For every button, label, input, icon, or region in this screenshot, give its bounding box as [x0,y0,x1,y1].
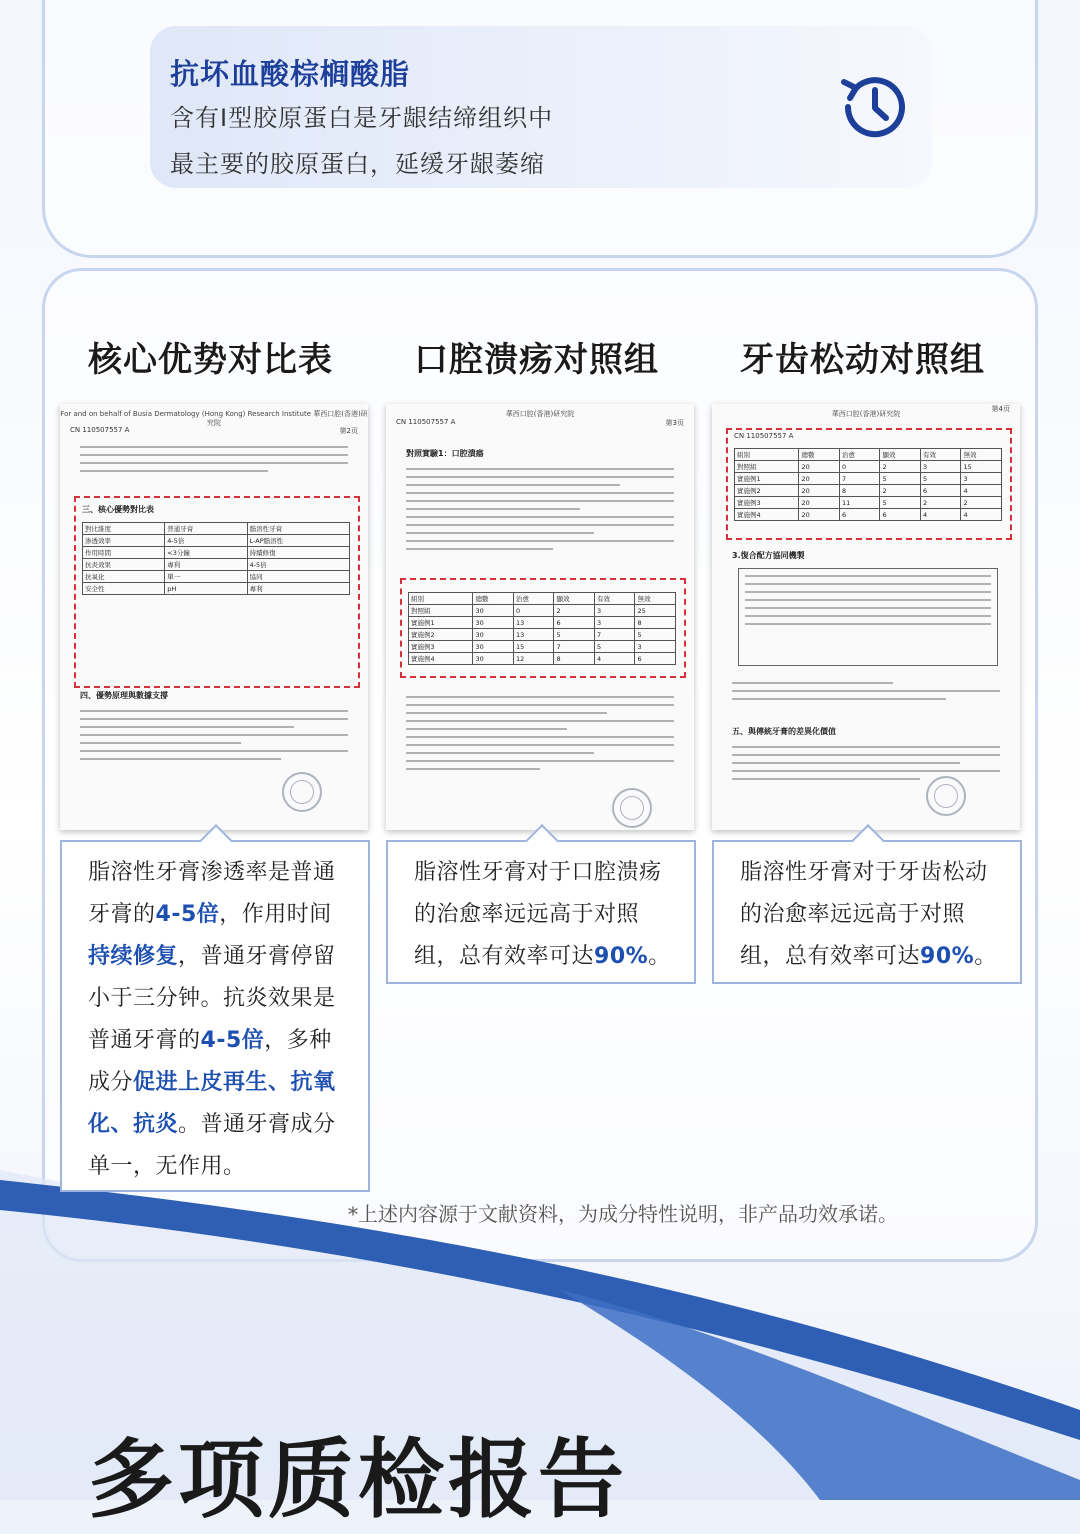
section-title-2: 五、與傳統牙膏的差異化價值 [732,727,836,736]
results-table: 組別 總數 治愈 顯效 有效 無效 對照組 30 0 2 3 25 實施例1 30 13 6 3 8 實施例2 30 13 5 7 5 實施例3 30 15 7 5 3 實施例4 30 12 8 4 6 [408,592,676,665]
ulcer-description: 脂溶性牙膏对于口腔溃疡的治愈率远远高于对照组，总有效率可达90%。 [414,860,671,969]
hero-line-1: 含有Ⅰ型胶原蛋白是牙龈结缔组织中 [170,104,554,132]
section-title: 對照實驗1：口腔潰瘍 [406,449,484,458]
ulcer-description-box [386,840,696,984]
hero-line-2: 最主要的胶原蛋白，延缓牙龈萎缩 [170,150,545,178]
history-clock-icon [834,66,916,148]
patent-document-image [712,404,1020,830]
comparison-table: 對比維度 普通牙膏 脂溶性牙膏 渗透效率 4-5倍 L-AP脂溶性 作用時間 <3分鐘 持續修復 抗炎效果 專利 4-5倍 抗氧化 單一 協同 安全性 pH 專利 [82,522,350,595]
page-number: 第4页 [991,405,1010,413]
column-title-advantages: 核心优势对比表 [88,340,333,380]
patent-number: CN 110507557 A [70,426,130,434]
highlight-box [726,428,1012,540]
document-text-block [80,440,348,478]
formula-table [738,568,998,666]
document-header: For and on behalf of Busia Dermatology (Hong Kong) Research Institute 華西口腔(香港)研究院 [60,410,368,427]
next-section-title: 多项质检报告 [88,1429,628,1530]
column-title-ulcer: 口腔溃疡对照组 [414,340,659,380]
document-header: 華西口腔(香港)研究院 [505,410,575,418]
patent-number: CN 110507557 A [734,432,794,440]
patent-document-image [60,404,368,830]
section-title: 3.復合配方協同機製 [732,551,805,560]
section-title: 三、核心優勢對比表 [82,505,154,514]
advantage-description: 脂溶性牙膏渗透率是普通牙膏的4-5倍，作用时间持续修复，普通牙膏停留小于三分钟。抗炎效果是普通牙膏的4-5倍，多种成分促进上皮再生、抗氧化、抗炎。普通牙膏成分单一，无作用。 [88,860,336,1179]
disclaimer-note: *上述内容源于文献资料，为成分特性说明，非产品功效承诺。 [348,1202,898,1226]
official-seal [282,772,322,812]
advantage-description-box [60,840,370,1192]
highlight-box [400,578,686,678]
page-number: 第2页 [339,427,358,435]
page-number: 第3页 [665,419,684,427]
hero-banner [150,26,932,188]
loose-teeth-description: 脂溶性牙膏对于牙齿松动的治愈率远远高于对照组，总有效率可达90%。 [740,860,997,969]
section-title-2: 四、優勢原理與數據支撐 [80,691,168,700]
loose-teeth-description-box [712,840,1022,984]
document-header: 華西口腔(香港)研究院 [831,410,901,418]
column-title-loose-teeth: 牙齿松动对照组 [740,340,985,380]
highlight-box [74,496,360,688]
official-seal [612,788,652,828]
hero-title: 抗坏血酸棕榈酸脂 [170,57,411,91]
patent-document-image [386,404,694,830]
official-seal [926,776,966,816]
patent-number: CN 110507557 A [396,418,456,426]
results-table: 組別 總數 治愈 顯效 有效 無效 對照組 20 0 2 3 15 實施例1 20 7 5 5 3 實施例2 20 8 2 6 4 實施例3 20 11 5 2 2 實施例4 20 6 6 4 4 [734,448,1002,521]
